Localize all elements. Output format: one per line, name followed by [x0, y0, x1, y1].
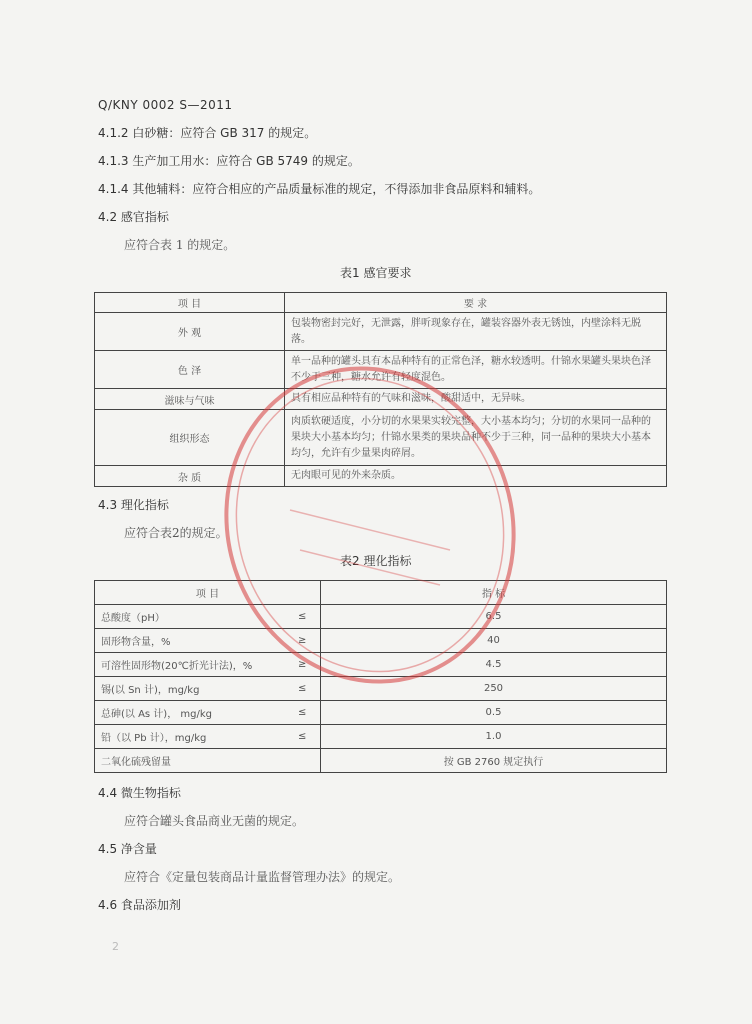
table-cell: 固形物含量，%: [95, 629, 285, 653]
paragraph-4-4: 应符合罐头食品商业无菌的规定。: [124, 814, 305, 828]
table-cell: 40: [321, 629, 667, 653]
table-cell: 0.5: [321, 701, 667, 725]
heading-4-3: 4.3 理化指标: [98, 498, 169, 512]
table-cell: ≤: [285, 725, 321, 749]
table-cell: ≤: [285, 701, 321, 725]
table-cell: 包装物密封完好，无泄露，胖听现象存在，罐装容器外表无锈蚀，内壁涂料无脱落。: [285, 313, 667, 351]
table-cell: 具有相应品种特有的气味和滋味，酸甜适中，无异味。: [285, 389, 667, 410]
table2-header-value: 指 标: [321, 581, 667, 605]
table-cell: 滋味与气味: [95, 389, 285, 410]
clause-4-1-3: 4.1.3 生产加工用水：应符合 GB 5749 的规定。: [98, 154, 360, 168]
heading-4-5: 4.5 净含量: [98, 842, 157, 856]
table-cell: ≥: [285, 653, 321, 677]
table1-header-req: 要 求: [285, 293, 667, 313]
table-cell: 1.0: [321, 725, 667, 749]
standard-code: Q/KNY 0002 S—2011: [98, 98, 233, 112]
clause-4-1-2: 4.1.2 白砂糖：应符合 GB 317 的规定。: [98, 126, 317, 140]
table1-header-item: 项 目: [95, 293, 285, 313]
table-cell: 单一品种的罐头具有本品种特有的正常色泽，糖水较透明。什锦水果罐头果块色泽不少于三种，糖水允许有轻度混色。: [285, 351, 667, 389]
table-cell: 可溶性固形物(20℃折光计法)，%: [95, 653, 285, 677]
table-cell: ≥: [285, 629, 321, 653]
table-cell: 无肉眼可见的外来杂质。: [285, 466, 667, 487]
table-cell: 总酸度（pH）: [95, 605, 285, 629]
heading-4-2: 4.2 感官指标: [98, 210, 169, 224]
table-cell: 铅（以 Pb 计），mg/kg: [95, 725, 285, 749]
paragraph-4-2: 应符合表 1 的规定。: [124, 238, 236, 252]
table-cell: 6.5: [321, 605, 667, 629]
table-cell: 锡(以 Sn 计)，mg/kg: [95, 677, 285, 701]
physicochemical-table: [94, 580, 667, 773]
table-cell: 250: [321, 677, 667, 701]
table-cell: 杂 质: [95, 466, 285, 487]
table-cell: 外 观: [95, 313, 285, 351]
table-cell: 4.5: [321, 653, 667, 677]
table-cell: 按 GB 2760 规定执行: [321, 749, 667, 773]
table-cell: ≤: [285, 677, 321, 701]
table-cell: 组织形态: [95, 410, 285, 466]
paragraph-4-3: 应符合表2的规定。: [124, 526, 228, 540]
paragraph-4-5: 应符合《定量包装商品计量监督管理办法》的规定。: [124, 870, 401, 884]
table-cell: 二氧化硫残留量: [95, 749, 321, 773]
heading-4-6: 4.6 食品添加剂: [98, 898, 181, 912]
table-cell: 总砷(以 As 计)， mg/kg: [95, 701, 285, 725]
table-cell: ≤: [285, 605, 321, 629]
table-cell: 肉质软硬适度，小分切的水果果实较完整，大小基本均匀；分切的水果同一品种的果块大小基本均匀；什锦水果类的果块品种不少于三种，同一品种的果块大小基本均匀，允许有少量果肉碎屑。: [285, 410, 667, 466]
table1-caption: 表1 感官要求: [340, 266, 412, 280]
heading-4-4: 4.4 微生物指标: [98, 786, 181, 800]
table-cell: 色 泽: [95, 351, 285, 389]
sensory-table: [94, 292, 667, 487]
clause-4-1-4: 4.1.4 其他辅料：应符合相应的产品质量标准的规定，不得添加非食品原料和辅料。: [98, 182, 541, 196]
page-number: 2: [112, 940, 119, 953]
table2-caption: 表2 理化指标: [340, 554, 412, 568]
table2-header-item: 项 目: [95, 581, 321, 605]
